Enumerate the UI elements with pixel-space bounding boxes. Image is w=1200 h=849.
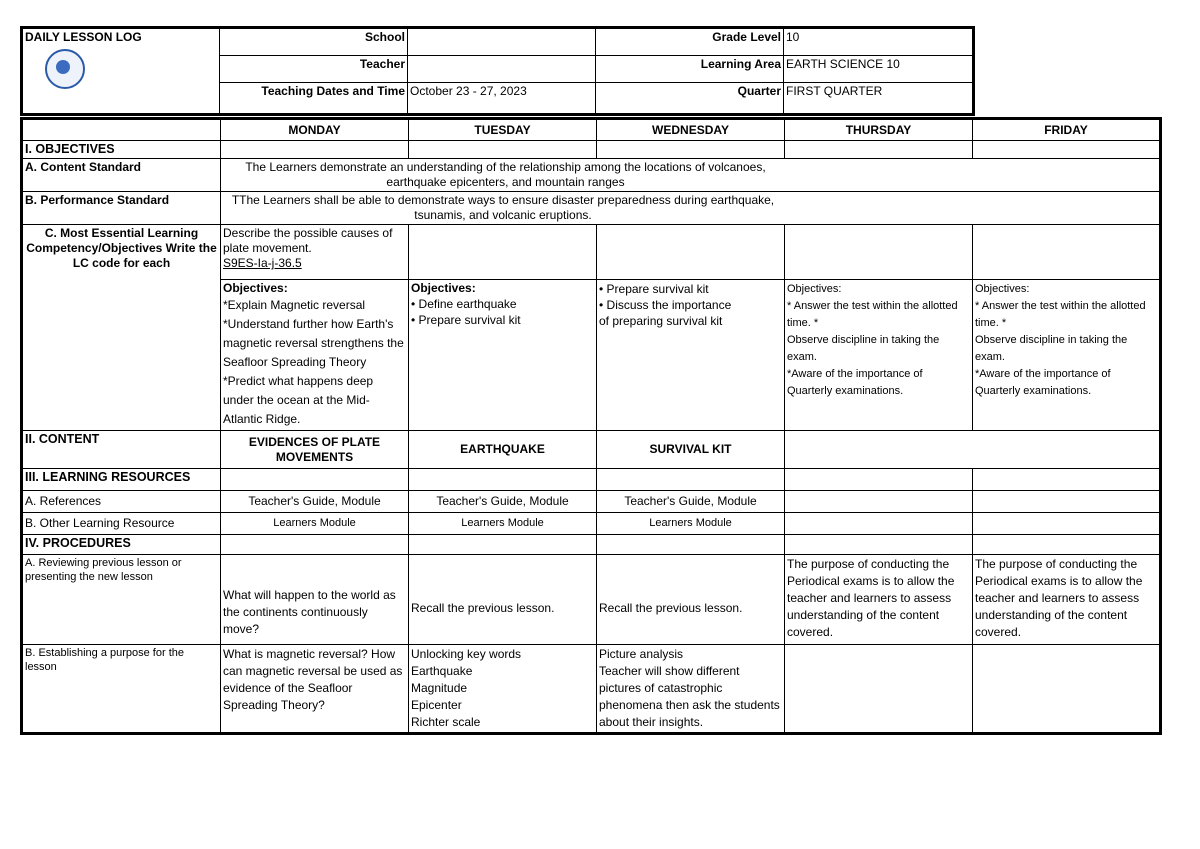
review-label: A. Reviewing previous lesson or presenting the new lesson xyxy=(22,555,221,645)
deped-seal-icon xyxy=(45,49,85,89)
review-thursday: The purpose of conducting the Periodical exams is to allow the teacher and learners to assess understanding of the content covered. xyxy=(785,555,973,645)
references-label: A. References xyxy=(22,491,221,513)
tuesday-objectives xyxy=(409,280,597,431)
school-label: School xyxy=(220,28,408,56)
school-value xyxy=(408,28,596,56)
quarter-label: Quarter xyxy=(596,83,784,115)
monday-melc-text: Describe the possible causes of plate movement. xyxy=(223,226,393,255)
day-header-monday: MONDAY xyxy=(221,119,409,141)
header-title-cell xyxy=(22,28,220,115)
monday-melc xyxy=(221,225,409,280)
thursday-objectives: Objectives: * Answer the test within the allotted time. * Observe discipline in taking the exam. *Aware of the importance of Quarterly examinations. xyxy=(785,280,973,431)
day-header-friday: FRIDAY xyxy=(973,119,1161,141)
review-wednesday: Recall the previous lesson. xyxy=(597,555,785,645)
purpose-label: B. Establishing a purpose for the lesson xyxy=(22,645,221,734)
day-header-blank xyxy=(22,119,221,141)
performance-standard-body: TThe Learners shall be able to demonstrate ways to ensure disaster preparedness during earthquake, tsunamis, and volcanic eruptions. xyxy=(231,193,775,222)
learning-area-value: EARTH SCIENCE 10 xyxy=(784,56,974,83)
review-monday: What will happen to the world as the continents continuously move? xyxy=(221,555,409,645)
performance-standard-label: B. Performance Standard xyxy=(22,192,221,225)
purpose-monday: What is magnetic reversal? How can magnetic reversal be used as evidence of the Seafloor Spreading Theory? xyxy=(221,645,409,734)
references-wednesday: Teacher's Guide, Module xyxy=(597,491,785,513)
header-table xyxy=(20,26,975,116)
melc-label: C. Most Essential Learning Competency/Objectives Write the LC code for each xyxy=(22,225,221,431)
monday-lc-code: S9ES-Ia-j-36.5 xyxy=(223,256,302,270)
grade-level-value: 10 xyxy=(784,28,974,56)
review-friday: The purpose of conducting the Periodical exams is to allow the teacher and learners to assess understanding of the content covered. xyxy=(973,555,1161,645)
other-resource-wednesday: Learners Module xyxy=(597,513,785,535)
objectives-heading: I. OBJECTIVES xyxy=(22,141,221,159)
day-header-tuesday: TUESDAY xyxy=(409,119,597,141)
monday-objectives-title: Objectives: xyxy=(223,281,288,295)
references-tuesday: Teacher's Guide, Module xyxy=(409,491,597,513)
page-title: DAILY LESSON LOG xyxy=(25,30,142,44)
content-tuesday: EARTHQUAKE xyxy=(409,431,597,469)
learning-area-label: Learning Area xyxy=(596,56,784,83)
procedures-heading: IV. PROCEDURES xyxy=(22,535,221,555)
other-resource-tuesday: Learners Module xyxy=(409,513,597,535)
resources-heading: III. LEARNING RESOURCES xyxy=(22,469,221,491)
purpose-wednesday: Picture analysis Teacher will show different pictures of catastrophic phenomena then ask the students about their insights. xyxy=(597,645,785,734)
day-header-wednesday: WEDNESDAY xyxy=(597,119,785,141)
content-standard-label: A. Content Standard xyxy=(22,159,221,192)
teaching-dates-label: Teaching Dates and Time xyxy=(220,83,408,115)
monday-objectives xyxy=(221,280,409,431)
teacher-value xyxy=(408,56,596,83)
content-standard-text xyxy=(221,159,1161,192)
content-standard-body: The Learners demonstrate an understanding of the relationship among the locations of volcanoes, earthquake epicenters, and mountain ranges xyxy=(245,160,766,189)
review-tuesday: Recall the previous lesson. xyxy=(409,555,597,645)
monday-objectives-text: *Explain Magnetic reversal *Understand further how Earth's magnetic reversal strengthens the Seafloor Spreading Theory *Predict what happens deep under the ocean at the Mid-Atlantic Ridge. xyxy=(223,298,404,426)
other-resource-monday: Learners Module xyxy=(221,513,409,535)
tuesday-objectives-title: Objectives: xyxy=(411,281,476,295)
friday-objectives: Objectives: * Answer the test within the allotted time. * Observe discipline in taking the exam. *Aware of the importance of Quarterly examinations. xyxy=(973,280,1161,431)
quarter-value: FIRST QUARTER xyxy=(784,83,974,115)
grade-level-label: Grade Level xyxy=(596,28,784,56)
other-resource-label: B. Other Learning Resource xyxy=(22,513,221,535)
day-header-thursday: THURSDAY xyxy=(785,119,973,141)
performance-standard-text xyxy=(221,192,1161,225)
wednesday-objectives: • Prepare survival kit • Discuss the importance of preparing survival kit xyxy=(597,280,785,431)
references-monday: Teacher's Guide, Module xyxy=(221,491,409,513)
teacher-label: Teacher xyxy=(220,56,408,83)
purpose-tuesday: Unlocking key words Earthquake Magnitude Epicenter Richter scale xyxy=(409,645,597,734)
lesson-log-table xyxy=(20,117,1162,735)
content-wednesday: SURVIVAL KIT xyxy=(597,431,785,469)
teaching-dates-value: October 23 - 27, 2023 xyxy=(408,83,596,115)
tuesday-objectives-text: • Define earthquake • Prepare survival kit xyxy=(411,297,521,327)
content-heading: II. CONTENT xyxy=(22,431,221,469)
content-monday: EVIDENCES OF PLATE MOVEMENTS xyxy=(221,431,409,469)
